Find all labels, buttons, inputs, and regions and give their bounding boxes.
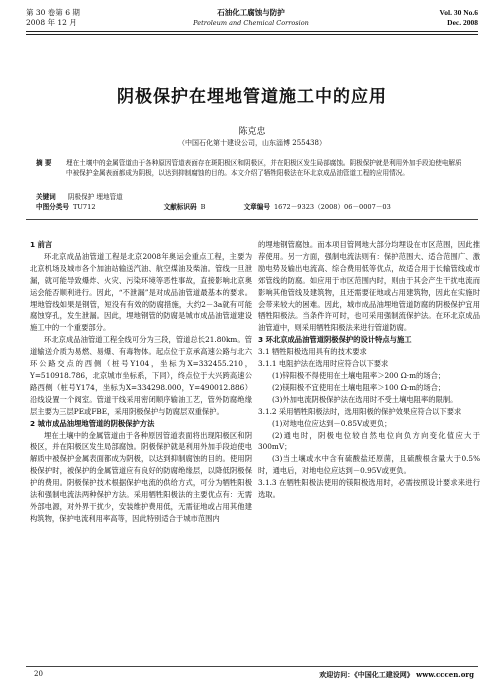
abstract-label: 摘 要 <box>36 159 52 167</box>
abstract-block <box>36 158 468 178</box>
doc-value: B <box>200 203 206 211</box>
page-number: 20 <box>34 670 43 678</box>
footer-rule <box>26 666 478 667</box>
header-vol-en: Vol. 30 No.6 <box>439 8 478 17</box>
meta-rule <box>26 219 478 220</box>
paragraph: 环北京成品油管道工程是北京2008年奥运会重点工程，主要为北京机场及城市各个加油站输送汽油、航空煤油及柴油。管线一旦泄漏，就可能导致爆炸、火灾、污染环境等恶性事故，直接影响北京奥运会能否顺利进行。因此，“不泄漏”是对成品油管道最基本的要求。埋地管线如果是钢管，短没有有效的防腐措施，大约2－3a就有可能腐蚀穿孔，发生泄漏。因此，埋地钢管的防腐是城市成品油管道建设施工中的一个重要部分。 <box>30 251 252 333</box>
author-affiliation: （中国石化第十建设公司，山东淄博 255438） <box>178 139 326 147</box>
paragraph: 3.1 牺牲阳极选用具有的技术要求 <box>258 347 367 357</box>
paragraph: 埋在土壤中的金属管道由于各种原因管道表面将出现阳极区和阴极区，并在阳极区发生局部腐蚀。阴极保护就是利用外加手段迫使电解质中被保护金属表面都成为阴极，以达到抑制腐蚀的目的。使用阴极保护时，被保护的金属管道应有良好的防腐绝缘层，以降低阴极保护的费用。阴极保护技术根据保护电流的供给方式，可分为牺牲阳极法和强制电流法两种保护方法。采用牺牲阳极法的主要优点有：无需外部电源，对外界干扰少，安装维护费用低，无需征地或占用其他建构筑物，保护电流利用率高等，因此特别适合于城市范围内 <box>30 430 252 523</box>
keywords-text: 阴极保护 埋地管道 <box>67 193 123 201</box>
classification-line <box>36 202 468 212</box>
paragraph: 3.1.1 电阻护法在选用时应符合以下要求 <box>258 359 389 369</box>
paragraph: (3)当土壤或水中含有硫酸盐还原菌，且硫酸根含量大于0.5%时，通电后，对地电位应达到－0.95V或更负。 <box>258 454 480 476</box>
paragraph: (1)锌阳极不得使用在土壤电阻率＞200 Ω·m的场合； <box>272 370 446 380</box>
right-column <box>258 239 480 501</box>
section-heading: 1 前言 <box>30 240 53 249</box>
header-volume <box>440 8 478 28</box>
paragraph: 环北京成品油管道工程全线可分为三段，管道总长21.80km。管道输送介质为易燃、易爆、有毒物体。起点位于京承高速公路与北六环公路交点的西侧（桩号Y104，坐标为X=332455.210，Y=510918.786，北京城市坐标系，下同），终点位于大兴跨高速公路西侧（桩号Y174，坐标为X=334298.000，Y=490012.886）沿线设置一个阀室。管道干线采用密闭顺序输油工艺，管外防腐绝缘层主要为三层PE或FBE，采用阴极保护与防腐层双重保护。 <box>30 335 252 416</box>
paragraph: 的埋地钢管腐蚀。而本项目管网地大部分均埋设在市区范围，因此推荐使用。另一方面，强制电流法则有：保护范围大、适合范围广、激励电势及输出电流高、综合费用低等优点，故适合用于长输管线或市郊管线的防腐。如应用于市区范围内时，则由于其会产生干扰电流而影响其他管线及建筑物，且还需要征地或占用建筑物，因此在实施时会带来较大的困难。因此，城市成品油埋地管道防腐的阴极保护宜用牺牲阳极法。当条件许可时，也可采用强制流保护法。在环北京成品油管道中，则采用牺牲阳极法来进行管道防腐。 <box>258 240 480 333</box>
class-value: TU712 <box>72 203 96 211</box>
article-title: 阴极保护在埋地管道施工中的应用 <box>117 87 387 107</box>
header-rule-thin <box>26 34 478 35</box>
paragraph: (1)对地电位应达到－0.85V或更负； <box>272 418 392 428</box>
header-journal <box>176 8 326 28</box>
paragraph: (2)通电时，阴极电位较自然电位向负方向变化值应大于300mV； <box>258 430 480 452</box>
section-heading: 3 环北京成品油管道阴极保护的设计特点与施工 <box>258 335 412 345</box>
paragraph: 3.1.3 在牺牲阳极法使用的镁阳极选用时，必需按照设计要求来进行选取。 <box>258 478 480 500</box>
paragraph: 3.1.2 采用牺牲阳极法时，选用阳极的保护效果应符合以下要求 <box>258 406 462 416</box>
header-date-cn: 2008 年 12 月 <box>26 18 77 27</box>
header-issue-cn: 第 30 卷第 6 期 <box>26 8 80 17</box>
left-column <box>30 239 252 525</box>
section-heading: 2 城市成品油埋地管道的阴极保护方法 <box>30 418 155 428</box>
header-date-en: Dec. 2008 <box>447 18 478 27</box>
footer-site: 欢迎访问：《中国化工建设网》 www.cccen.org <box>319 670 474 679</box>
article-value: 1672－9323（2008）06－0007－03 <box>273 203 391 211</box>
doc-label: 文献标识码 <box>163 203 197 211</box>
author-name: 陈克忠 <box>238 127 266 137</box>
header-journal-en: Petroleum and Chemical Corrosion <box>193 19 309 27</box>
article-label: 文章编号 <box>243 203 270 211</box>
paragraph: (2)镁阳极不宜使用在土壤电阻率＞100 Ω·m的场合； <box>272 382 446 392</box>
keywords-label: 关键词 <box>36 193 56 201</box>
keywords-block <box>36 192 468 202</box>
class-label: 中图分类号 <box>36 203 69 211</box>
header-issue <box>26 8 80 28</box>
paragraph: (3)外加电流阴极保护法在选用时不受土壤电阻率的限制。 <box>272 394 458 404</box>
abstract-text: 埋在土壤中的金属管道由于各种原因管道表面存在斑阳极区和阴极区，并在阳极区发生局部腐蚀。阴极保护就是利用外加手段迫使电解质中被保护金属表面都成为阴极，以达到抑制腐蚀的目的。本文介绍了牺牲阳极法在环北京成品油管道工程的应用情况。 <box>66 159 462 177</box>
header-journal-cn: 石油化工腐蚀与防护 <box>217 8 285 17</box>
header-rule <box>26 31 478 32</box>
